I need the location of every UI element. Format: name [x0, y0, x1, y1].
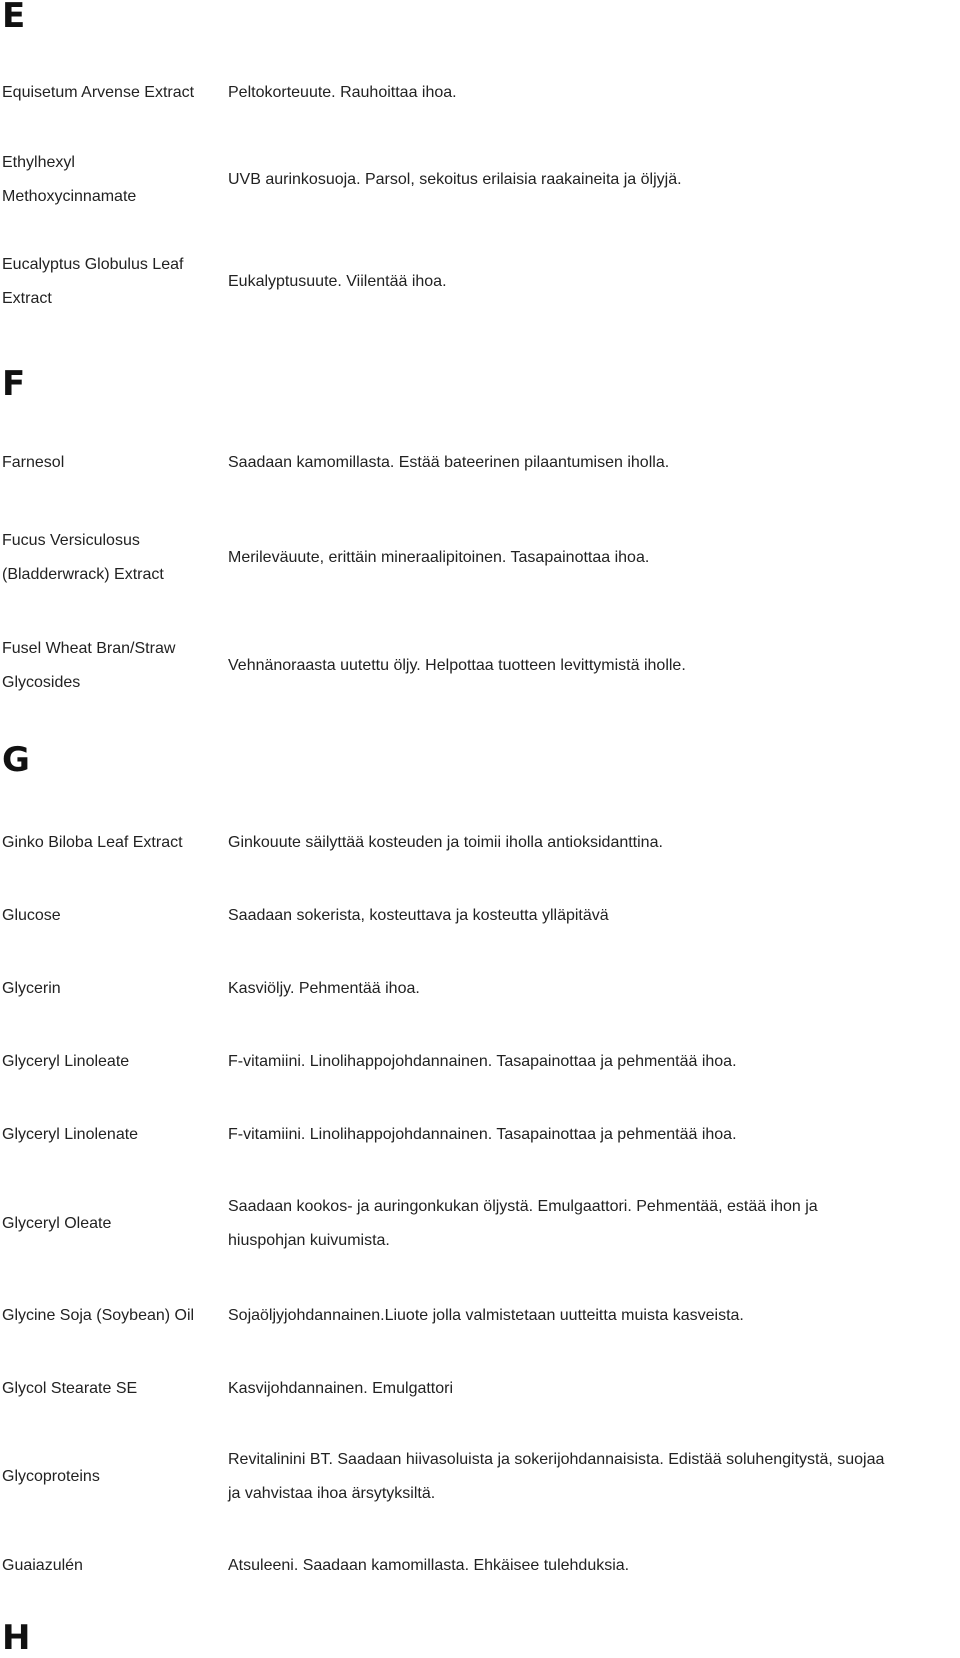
entry-term	[2, 1118, 207, 1152]
description-line: hiuspohjan kuivumista.	[228, 1232, 390, 1249]
entry-description	[228, 1372, 960, 1406]
entry-description	[228, 649, 960, 683]
term-line: Glyceryl Linoleate	[2, 1053, 130, 1070]
entry-term	[2, 248, 207, 316]
entry-description	[228, 1190, 960, 1258]
entry-description	[228, 1045, 960, 1079]
entry-term	[2, 899, 207, 933]
term-line: Glycosides	[2, 674, 81, 691]
entry-term	[2, 632, 207, 700]
description-line: Kasvijohdannainen. Emulgattori	[228, 1380, 454, 1397]
entry-term	[2, 446, 207, 480]
term-line: Glycoproteins	[2, 1468, 100, 1485]
entry-term	[2, 1299, 207, 1333]
term-line: Fusel Wheat Bran/Straw	[2, 640, 176, 657]
entry-term	[2, 524, 207, 592]
entry-description	[228, 1118, 960, 1152]
entry-description	[228, 1299, 960, 1333]
entry-term	[2, 1045, 207, 1079]
section-letter-f: F	[2, 364, 26, 404]
description-line: Vehnänoraasta uutettu öljy. Helpottaa tuotteen levittymistä iholle.	[228, 657, 686, 674]
entry-description	[228, 446, 960, 480]
description-line: Kasviöljy. Pehmentää ihoa.	[228, 980, 420, 997]
entry-term	[2, 1372, 207, 1406]
term-line: Methoxycinnamate	[2, 188, 137, 205]
description-line: F-vitamiini. Linolihappojohdannainen. Tasapainottaa ja pehmentää ihoa.	[228, 1053, 737, 1070]
term-line: Glycol Stearate SE	[2, 1380, 138, 1397]
term-line: Equisetum Arvense Extract	[2, 84, 195, 101]
description-line: Peltokorteuute. Rauhoittaa ihoa.	[228, 84, 457, 101]
entry-term	[2, 972, 207, 1006]
description-line: Sojaöljyjohdannainen.Liuote jolla valmistetaan uutteitta muista kasveista.	[228, 1307, 744, 1324]
description-line: Saadaan kamomillasta. Estää bateerinen pilaantumisen iholla.	[228, 454, 670, 471]
entry-description	[228, 1549, 960, 1583]
term-line: Glycerin	[2, 980, 61, 997]
term-line: Extract	[2, 290, 52, 307]
entry-description	[228, 163, 960, 197]
description-line: Merileväuute, erittäin mineraalipitoinen. Tasapainottaa ihoa.	[228, 549, 650, 566]
entry-term	[2, 146, 207, 214]
entry-description	[228, 972, 960, 1006]
entry-description	[228, 826, 960, 860]
description-line: Atsuleeni. Saadaan kamomillasta. Ehkäisee tulehduksia.	[228, 1557, 630, 1574]
term-line: Guaiazulén	[2, 1557, 83, 1574]
term-line: Glyceryl Oleate	[2, 1215, 112, 1232]
term-line: (Bladderwrack) Extract	[2, 566, 164, 583]
description-line: Saadaan sokerista, kosteuttava ja kosteutta ylläpitävä	[228, 907, 609, 924]
entry-term	[2, 1549, 207, 1583]
description-line: Saadaan kookos- ja auringonkukan öljystä. Emulgaattori. Pehmentää, estää ihon ja	[228, 1198, 818, 1215]
entry-term	[2, 826, 207, 860]
term-line: Ginko Biloba Leaf Extract	[2, 834, 183, 851]
term-line: Farnesol	[2, 454, 65, 471]
entry-description	[228, 265, 960, 299]
entry-term	[2, 76, 207, 110]
entry-term	[2, 1207, 207, 1241]
term-line: Ethylhexyl	[2, 154, 75, 171]
description-line: Revitalinini BT. Saadaan hiivasoluista ja sokerijohdannaisista. Edistää soluhengitystä, suojaa	[228, 1451, 885, 1468]
description-line: Eukalyptusuute. Viilentää ihoa.	[228, 273, 447, 290]
description-line: F-vitamiini. Linolihappojohdannainen. Tasapainottaa ja pehmentää ihoa.	[228, 1126, 737, 1143]
section-letter-h: H	[2, 1618, 31, 1658]
entry-description	[228, 76, 960, 110]
term-line: Glucose	[2, 907, 61, 924]
description-line: Ginkouute säilyttää kosteuden ja toimii iholla antioksidanttina.	[228, 834, 663, 851]
entry-term	[2, 1460, 207, 1494]
entry-description	[228, 1443, 960, 1511]
term-line: Eucalyptus Globulus Leaf	[2, 256, 184, 273]
section-letter-g: G	[2, 740, 30, 780]
entry-description	[228, 899, 960, 933]
description-line: ja vahvistaa ihoa ärsytyksiltä.	[228, 1485, 436, 1502]
entry-description	[228, 541, 960, 575]
term-line: Glyceryl Linolenate	[2, 1126, 139, 1143]
term-line: Fucus Versiculosus	[2, 532, 140, 549]
section-letter-e: E	[2, 0, 26, 36]
term-line: Glycine Soja (Soybean) Oil	[2, 1307, 195, 1324]
description-line: UVB aurinkosuoja. Parsol, sekoitus erilaisia raakaineita ja öljyjä.	[228, 171, 682, 188]
